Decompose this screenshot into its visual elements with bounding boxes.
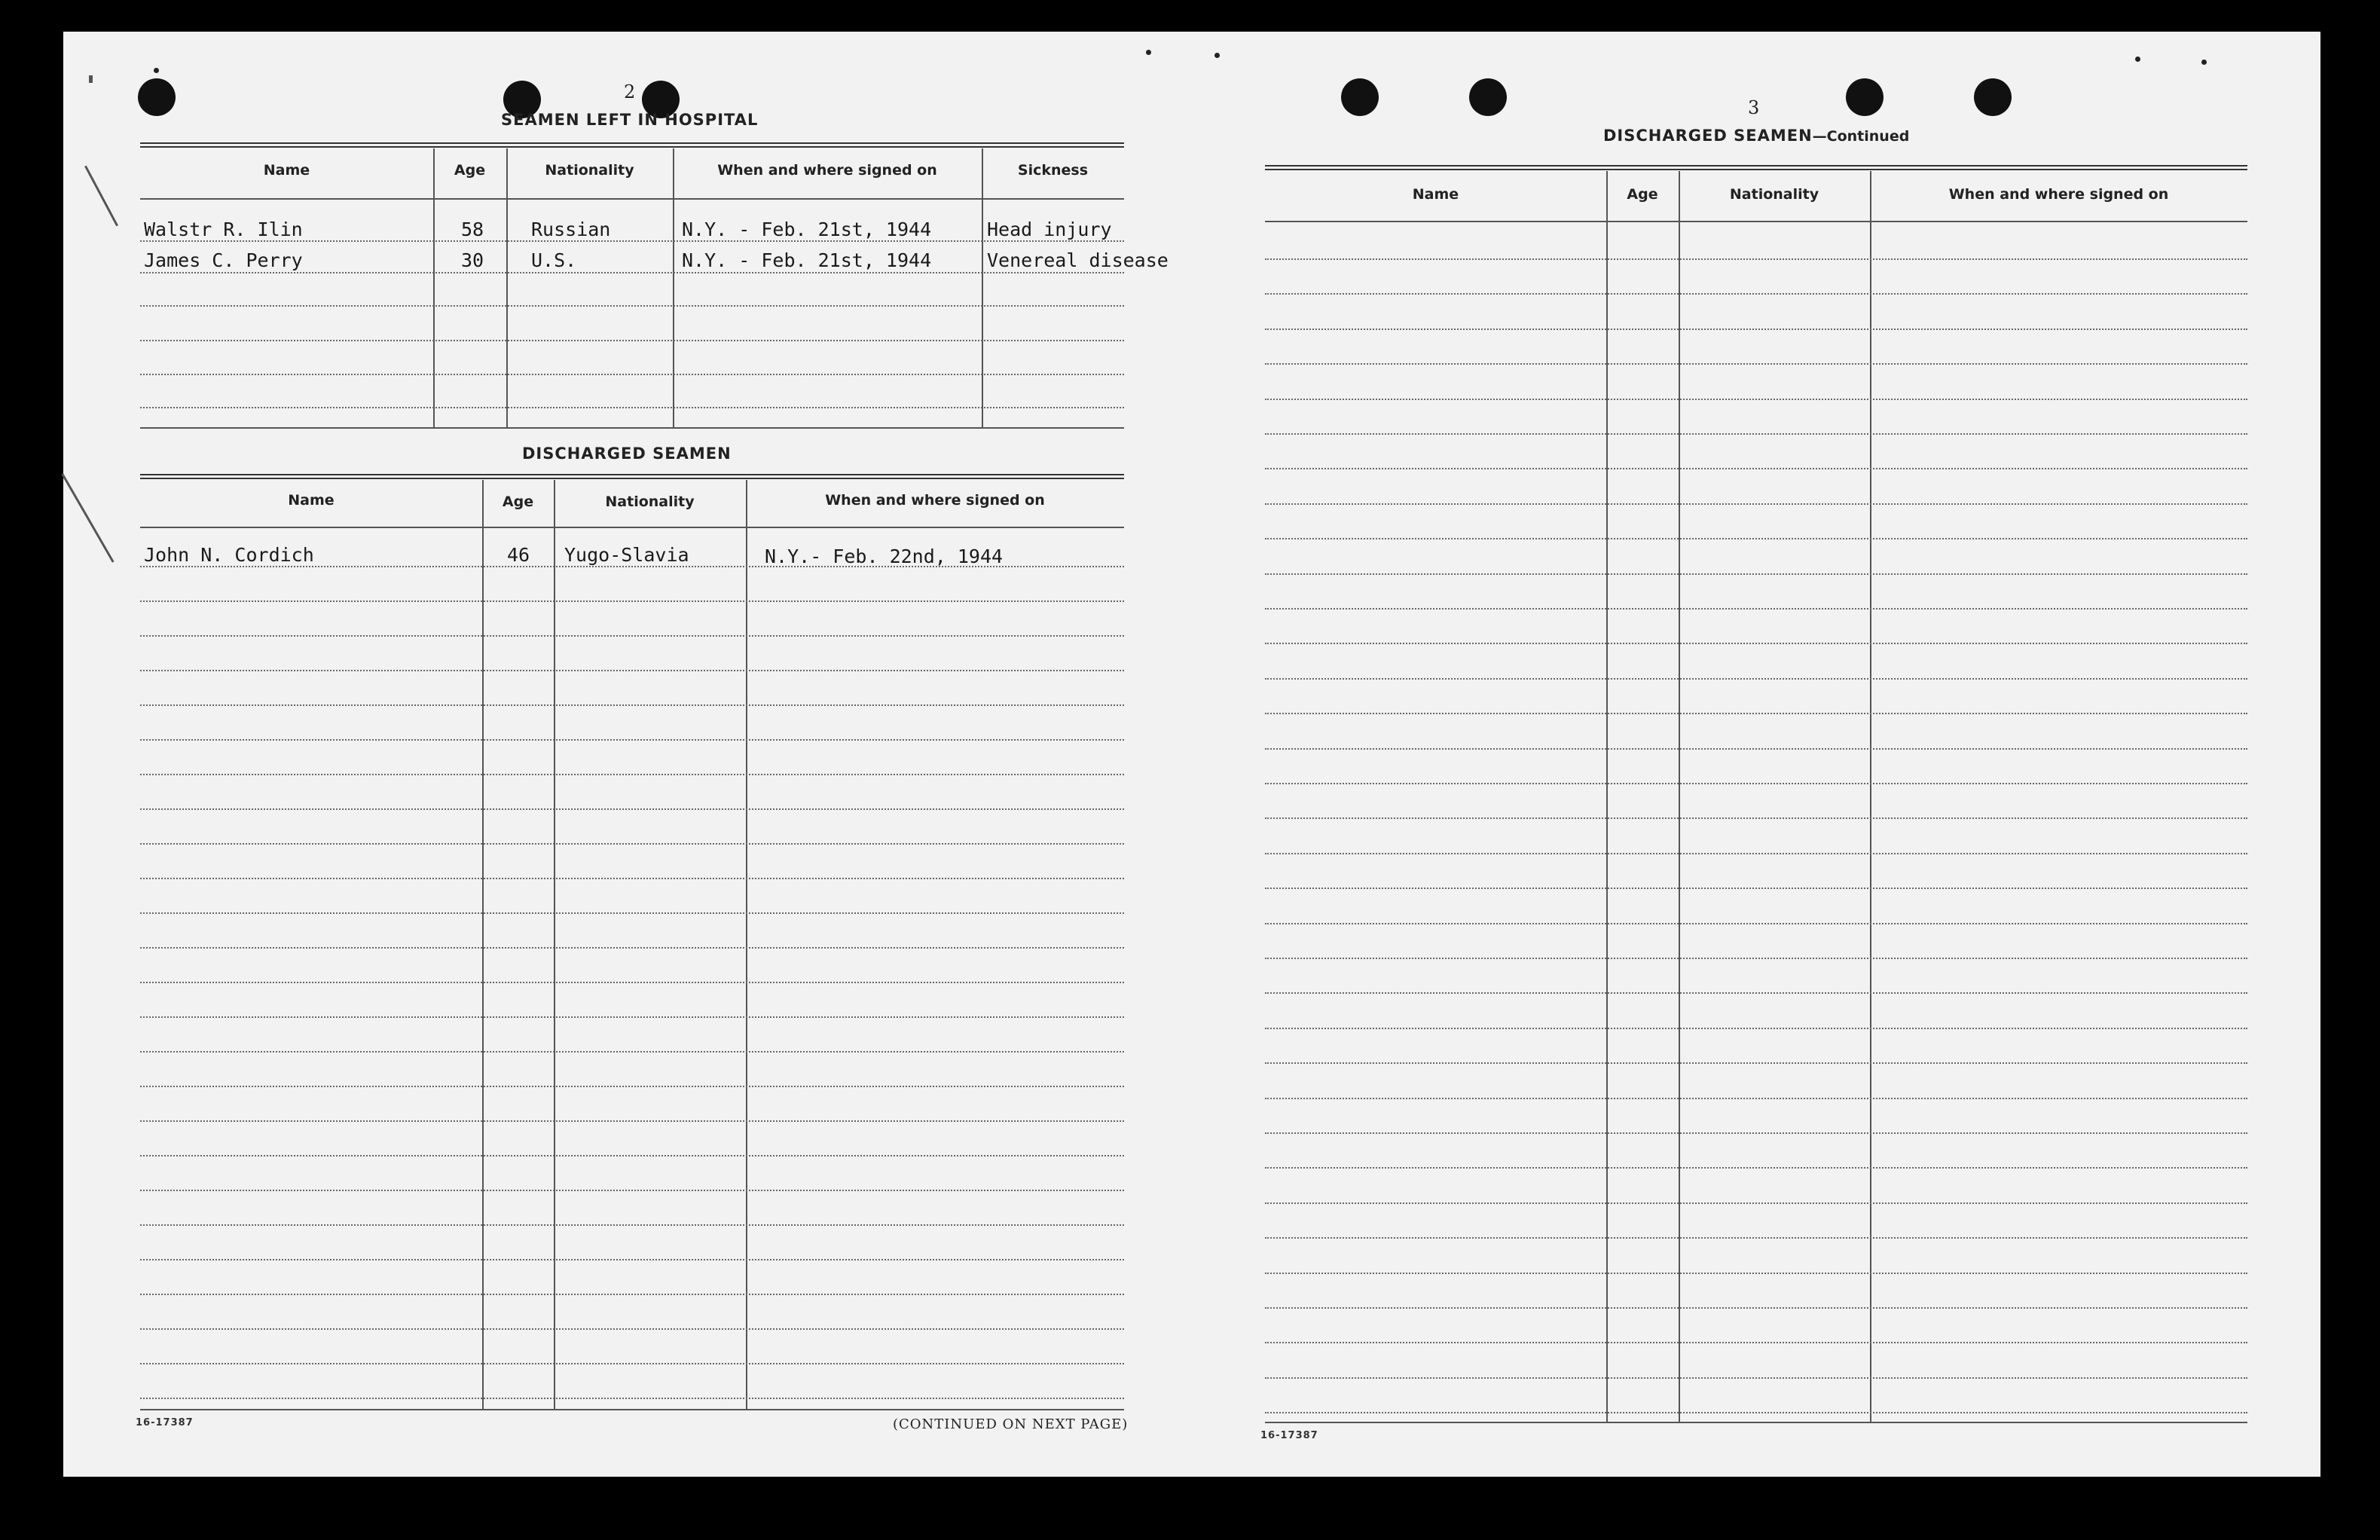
row-line xyxy=(140,272,1124,273)
row-line xyxy=(1265,1098,2247,1099)
row-line xyxy=(140,843,1124,845)
column-header-name: Name xyxy=(263,162,310,179)
row-line xyxy=(1265,468,2247,469)
row-line xyxy=(140,878,1124,879)
row-line xyxy=(140,670,1124,671)
seaman-age: 46 xyxy=(507,544,530,566)
punch-hole xyxy=(1469,78,1507,116)
row-line xyxy=(140,947,1124,949)
punch-hole xyxy=(138,78,176,116)
table-bottom-rule xyxy=(140,427,1124,429)
row-line xyxy=(1265,678,2247,680)
row-line xyxy=(1265,1307,2247,1309)
seaman-signed-on: N.Y. - Feb. 21st, 1944 xyxy=(682,218,932,240)
pencil-mark xyxy=(89,75,93,83)
row-line xyxy=(1265,1167,2247,1169)
speck xyxy=(154,68,159,73)
column-divider xyxy=(1606,171,1608,1422)
row-line xyxy=(1265,328,2247,330)
page-number: 3 xyxy=(1748,97,1760,118)
speck xyxy=(1146,50,1151,55)
row-line xyxy=(140,374,1124,375)
row-line xyxy=(140,1398,1124,1399)
row-line xyxy=(1265,1132,2247,1134)
row-line xyxy=(1265,1237,2247,1239)
column-header-signed-on: When and where signed on xyxy=(1948,186,2169,203)
table-bottom-rule xyxy=(140,1409,1124,1410)
seaman-name: Walstr R. Ilin xyxy=(144,218,303,240)
seaman-age: 30 xyxy=(461,249,484,271)
row-line xyxy=(1265,1062,2247,1064)
column-divider xyxy=(482,480,484,1409)
row-line xyxy=(1265,1342,2247,1343)
header-rule xyxy=(1265,221,2247,222)
row-line xyxy=(140,739,1124,741)
row-line xyxy=(1265,433,2247,435)
row-line xyxy=(1265,1028,2247,1029)
column-header-name: Name xyxy=(1412,186,1459,203)
column-divider xyxy=(1679,171,1680,1422)
table-top-rule xyxy=(1265,165,2247,170)
header-rule xyxy=(140,198,1124,200)
row-line xyxy=(140,1155,1124,1157)
row-line xyxy=(1265,363,2247,365)
row-line xyxy=(1265,1377,2247,1379)
row-line xyxy=(140,1120,1124,1122)
column-header-age: Age xyxy=(502,493,534,510)
discharged-continued-title xyxy=(1603,127,1909,145)
row-line xyxy=(140,600,1124,602)
row-line xyxy=(140,1051,1124,1053)
row-line xyxy=(1265,573,2247,575)
seaman-sickness: Head injury xyxy=(987,218,1112,240)
column-header-sickness: Sickness xyxy=(1017,162,1089,179)
seaman-name: John N. Cordich xyxy=(144,544,314,566)
row-line xyxy=(1265,503,2247,505)
column-header-nationality: Nationality xyxy=(605,493,695,510)
row-line xyxy=(140,1328,1124,1330)
row-line xyxy=(140,982,1124,983)
speck xyxy=(2201,60,2207,65)
row-line xyxy=(1265,713,2247,714)
column-divider xyxy=(746,480,747,1409)
seaman-nationality: Yugo-Slavia xyxy=(564,544,689,566)
row-line xyxy=(140,704,1124,706)
row-line xyxy=(1265,1412,2247,1413)
speck xyxy=(1214,53,1220,58)
column-divider xyxy=(673,148,674,427)
row-line xyxy=(140,635,1124,637)
table-top-rule xyxy=(140,474,1124,479)
row-line xyxy=(140,407,1124,408)
page-number: 2 xyxy=(624,81,636,102)
header-rule xyxy=(140,527,1124,528)
seaman-signed-on: N.Y.- Feb. 22nd, 1944 xyxy=(765,545,1004,567)
row-line xyxy=(1265,817,2247,819)
row-line xyxy=(140,1086,1124,1087)
row-line xyxy=(1265,888,2247,889)
row-line xyxy=(140,912,1124,914)
row-line xyxy=(140,305,1124,307)
column-header-nationality: Nationality xyxy=(545,162,634,179)
form-number: 16-17387 xyxy=(1260,1430,1318,1441)
column-divider xyxy=(982,148,983,427)
row-line xyxy=(140,1363,1124,1364)
row-line xyxy=(1265,293,2247,295)
row-line xyxy=(140,774,1124,775)
row-line xyxy=(140,1224,1124,1226)
row-line xyxy=(1265,608,2247,610)
row-line xyxy=(1265,748,2247,750)
row-line xyxy=(140,1190,1124,1191)
column-header-signed-on: When and where signed on xyxy=(717,162,937,179)
continued-note: (CONTINUED ON NEXT PAGE) xyxy=(893,1416,1129,1432)
speck xyxy=(2135,57,2140,62)
seaman-nationality: U.S. xyxy=(531,249,577,271)
column-divider xyxy=(433,148,435,427)
punch-hole xyxy=(1341,78,1379,116)
row-line xyxy=(1265,853,2247,854)
column-header-name: Name xyxy=(288,492,335,509)
row-line xyxy=(1265,923,2247,924)
seaman-nationality: Russian xyxy=(531,218,611,240)
column-header-signed-on: When and where signed on xyxy=(825,492,1045,509)
column-divider xyxy=(1870,171,1871,1422)
title-suffix: —Continued xyxy=(1812,128,1910,145)
column-divider xyxy=(554,480,555,1409)
row-line xyxy=(140,808,1124,810)
table-bottom-rule xyxy=(1265,1422,2247,1423)
row-line xyxy=(1265,538,2247,539)
punch-hole xyxy=(1974,78,2012,116)
seaman-signed-on: N.Y. - Feb. 21st, 1944 xyxy=(682,249,932,271)
row-line xyxy=(140,240,1124,242)
hospital-section-title: SEAMEN LEFT IN HOSPITAL xyxy=(501,111,759,129)
column-divider xyxy=(506,148,508,427)
row-line xyxy=(1265,992,2247,994)
table-top-rule xyxy=(140,142,1124,148)
punch-hole xyxy=(1846,78,1884,116)
row-line xyxy=(140,1016,1124,1018)
row-line xyxy=(1265,643,2247,644)
row-line xyxy=(1265,1202,2247,1204)
title-main: DISCHARGED SEAMEN xyxy=(1603,127,1813,145)
row-line xyxy=(1265,958,2247,959)
seaman-sickness: Venereal disease xyxy=(987,249,1169,271)
row-line xyxy=(1265,1273,2247,1274)
form-number: 16-17387 xyxy=(136,1417,194,1428)
seaman-name: James C. Perry xyxy=(144,249,303,271)
row-line xyxy=(140,340,1124,341)
row-line xyxy=(140,1294,1124,1295)
seaman-age: 58 xyxy=(461,218,484,240)
row-line xyxy=(1265,783,2247,784)
column-header-age: Age xyxy=(1627,186,1658,203)
row-line xyxy=(140,1259,1124,1260)
row-line xyxy=(1265,258,2247,260)
column-header-age: Age xyxy=(454,162,486,179)
column-header-nationality: Nationality xyxy=(1729,186,1819,203)
discharged-section-title: DISCHARGED SEAMEN xyxy=(522,445,732,463)
row-line xyxy=(1265,399,2247,400)
